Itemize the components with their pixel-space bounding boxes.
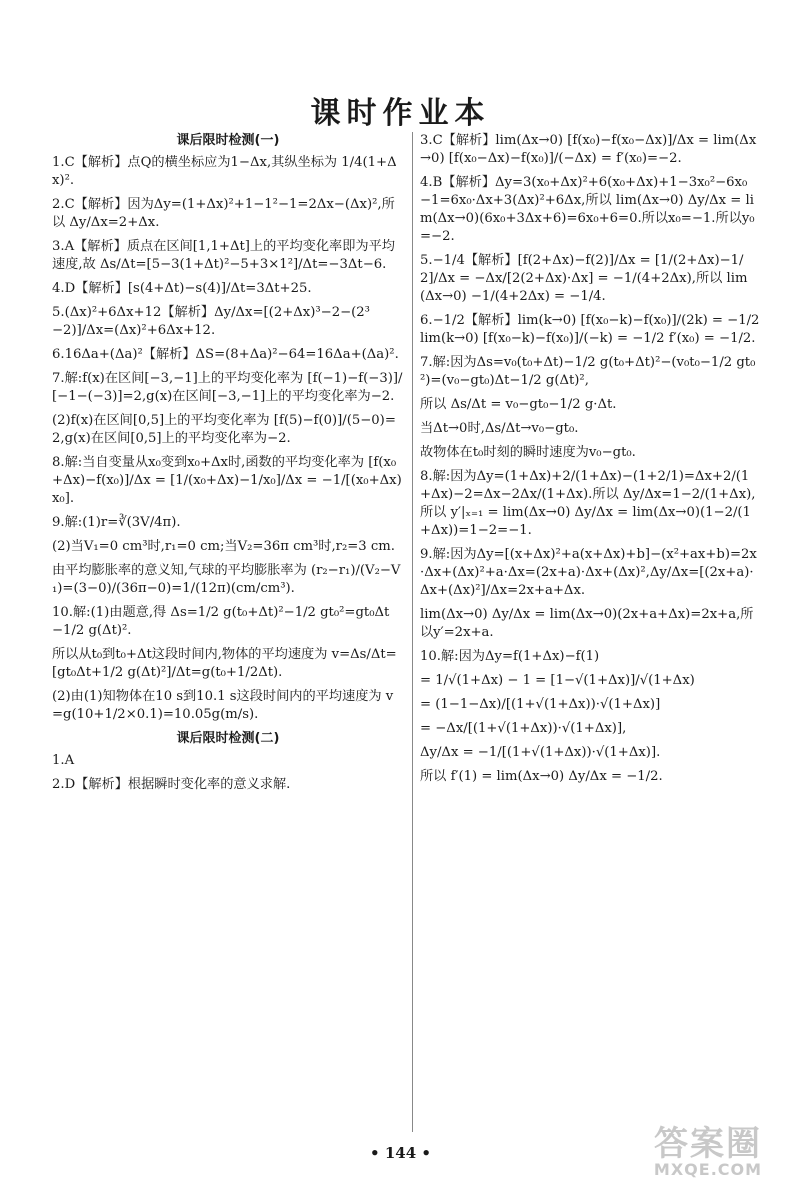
- answer-item: 5.(Δx)²+6Δx+12【解析】Δy/Δx=[(2+Δx)³−2−(2³−2)]/Δx=(Δx)²+6Δx+12.: [52, 305, 370, 338]
- answer-item: (2)由(1)知物体在10 s到10.1 s这段时间内的平均速度为 v=g(10+1/2×0.1)=10.05g(m/s).: [52, 689, 394, 722]
- answer-item: 3.C【解析】lim(Δx→0) [f(x₀)−f(x₀−Δx)]/Δx = lim(Δx→0) [f(x₀−Δx)−f(x₀)]/(−Δx) = f′(x₀)=−2.: [420, 133, 757, 166]
- answer-item: 由平均膨胀率的意义知,气球的平均膨胀率为 (r₂−r₁)/(V₂−V₁)=(3−0)/(36π−0)=1/(12π)(cm/cm³).: [52, 563, 401, 596]
- section-title-1: 课后限时检测(一): [176, 133, 280, 148]
- watermark-logo: [633, 1116, 783, 1186]
- answer-item: 10.解:(1)由题意,得 Δs=1/2 g(t₀+Δt)²−1/2 gt₀²=gt₀Δt−1/2 g(Δt)².: [52, 605, 390, 638]
- answer-item: 9.解:因为Δy=[(x+Δx)²+a(x+Δx)+b]−(x²+ax+b)=2x·Δx+(Δx)²+a·Δx=(2x+a)·Δx+(Δx)²,Δy/Δx=[(2x+a)·Δx+(Δx)²]/Δx=2x+a+Δx.: [420, 547, 757, 598]
- answer-item: 所以从t₀到t₀+Δt这段时间内,物体的平均速度为 v=Δs/Δt=[gt₀Δt+1/2 g(Δt)²]/Δt=g(t₀+1/2Δt).: [52, 647, 397, 680]
- watermark-main: 答案圈: [654, 1124, 762, 1164]
- answer-item: 4.B【解析】Δy=3(x₀+Δx)²+6(x₀+Δx)+1−3x₀²−6x₀−1=6x₀·Δx+3(Δx)²+6Δx,所以 lim(Δx→0) Δy/Δx = lim(Δx→0)(6x₀+3Δx+6)=6x₀+6=0.所以x₀=−1.所以y₀=−2.: [420, 175, 755, 244]
- answer-item: 10.解:因为Δy=f(1+Δx)−f(1): [420, 649, 600, 664]
- answer-item: (2)f(x)在区间[0,5]上的平均变化率为 [f(5)−f(0)]/(5−0)=2,g(x)在区间[0,5]上的平均变化率为−2.: [52, 413, 396, 446]
- answer-item: = 1/√(1+Δx) − 1 = [1−√(1+Δx)]/√(1+Δx): [420, 673, 695, 688]
- answer-item: 7.解:因为Δs=v₀(t₀+Δt)−1/2 g(t₀+Δt)²−(v₀t₀−1/2 gt₀²)=(v₀−gt₀)Δt−1/2 g(Δt)²,: [420, 355, 756, 388]
- right-column: [420, 132, 764, 792]
- answer-item: 5.−1/4【解析】[f(2+Δx)−f(2)]/Δx = [1/(2+Δx)−1/2]/Δx = −Δx/[2(2+Δx)·Δx] = −1/(4+2Δx),所以 lim(Δx→0) −1/(4+2Δx) = −1/4.: [420, 253, 748, 304]
- answer-item: 6.16Δa+(Δa)²【解析】ΔS=(8+Δa)²−64=16Δa+(Δa)².: [52, 347, 399, 362]
- answer-item: 4.D【解析】[s(4+Δt)−s(4)]/Δt=3Δt+25.: [52, 281, 312, 296]
- answer-item: 当Δt→0时,Δs/Δt→v₀−gt₀.: [420, 421, 579, 436]
- answer-item: 8.解:当自变量从x₀变到x₀+Δx时,函数的平均变化率为 [f(x₀+Δx)−f(x₀)]/Δx = [1/(x₀+Δx)−1/x₀]/Δx = −1/[(x₀+Δx)x₀].: [52, 455, 402, 506]
- watermark-sub: MXQE.COM: [653, 1160, 763, 1179]
- answer-item: 所以 Δs/Δt = v₀−gt₀−1/2 g·Δt.: [420, 397, 617, 412]
- answer-item: 9.解:(1)r=∛(3V/4π).: [52, 515, 181, 530]
- answer-item: 2.C【解析】因为Δy=(1+Δx)²+1−1²−1=2Δx−(Δx)²,所以 Δy/Δx=2+Δx.: [52, 197, 395, 230]
- answer-item: = (1−1−Δx)/[(1+√(1+Δx))·√(1+Δx)]: [420, 697, 661, 712]
- answer-item: Δy/Δx = −1/[(1+√(1+Δx))·√(1+Δx)].: [420, 745, 661, 760]
- answer-item: 8.解:因为Δy=(1+Δx)+2/(1+Δx)−(1+2/1)=Δx+2/(1+Δx)−2=Δx−2Δx/(1+Δx).所以 Δy/Δx=1−2/(1+Δx),所以 y′|ₓ₌₁ = lim(Δx→0) Δy/Δx = lim(Δx→0)(1−2/(1+Δx))=1−2=−1.: [420, 469, 756, 538]
- answer-item: (2)当V₁=0 cm³时,r₁=0 cm;当V₂=36π cm³时,r₂=3 cm.: [52, 539, 395, 554]
- answer-item: = −Δx/[(1+√(1+Δx))·√(1+Δx)],: [420, 721, 627, 736]
- answer-item: 1.A: [52, 753, 75, 768]
- answer-item: 故物体在t₀时刻的瞬时速度为v₀−gt₀.: [420, 445, 636, 460]
- answer-item: 2.D【解析】根据瞬时变化率的意义求解.: [52, 777, 291, 792]
- answer-item: 3.A【解析】质点在区间[1,1+Δt]上的平均变化率即为平均速度,故 Δs/Δt=[5−3(1+Δt)²−5+3×1²]/Δt=−3Δt−6.: [52, 239, 395, 272]
- section-title-2: 课后限时检测(二): [176, 731, 280, 746]
- answer-item: 7.解:f(x)在区间[−3,−1]上的平均变化率为 [f(−1)−f(−3)]/[−1−(−3)]=2,g(x)在区间[−3,−1]上的平均变化率为−2.: [52, 371, 403, 404]
- page-title: 课时作业本: [310, 96, 491, 131]
- page-number: • 144 •: [370, 1144, 431, 1162]
- answer-item: 1.C【解析】点Q的横坐标应为1−Δx,其纵坐标为 1/4(1+Δx)².: [52, 155, 397, 188]
- answer-item: 所以 f′(1) = lim(Δx→0) Δy/Δx = −1/2.: [420, 769, 663, 784]
- answer-item: lim(Δx→0) Δy/Δx = lim(Δx→0)(2x+a+Δx)=2x+a,所以y′=2x+a.: [420, 607, 754, 640]
- answer-item: 6.−1/2【解析】lim(k→0) [f(x₀−k)−f(x₀)]/(2k) = −1/2 lim(k→0) [f(x₀−k)−f(x₀)]/(−k) = −1/2 f′(x₀) = −1/2.: [420, 313, 764, 346]
- left-column: [52, 132, 404, 800]
